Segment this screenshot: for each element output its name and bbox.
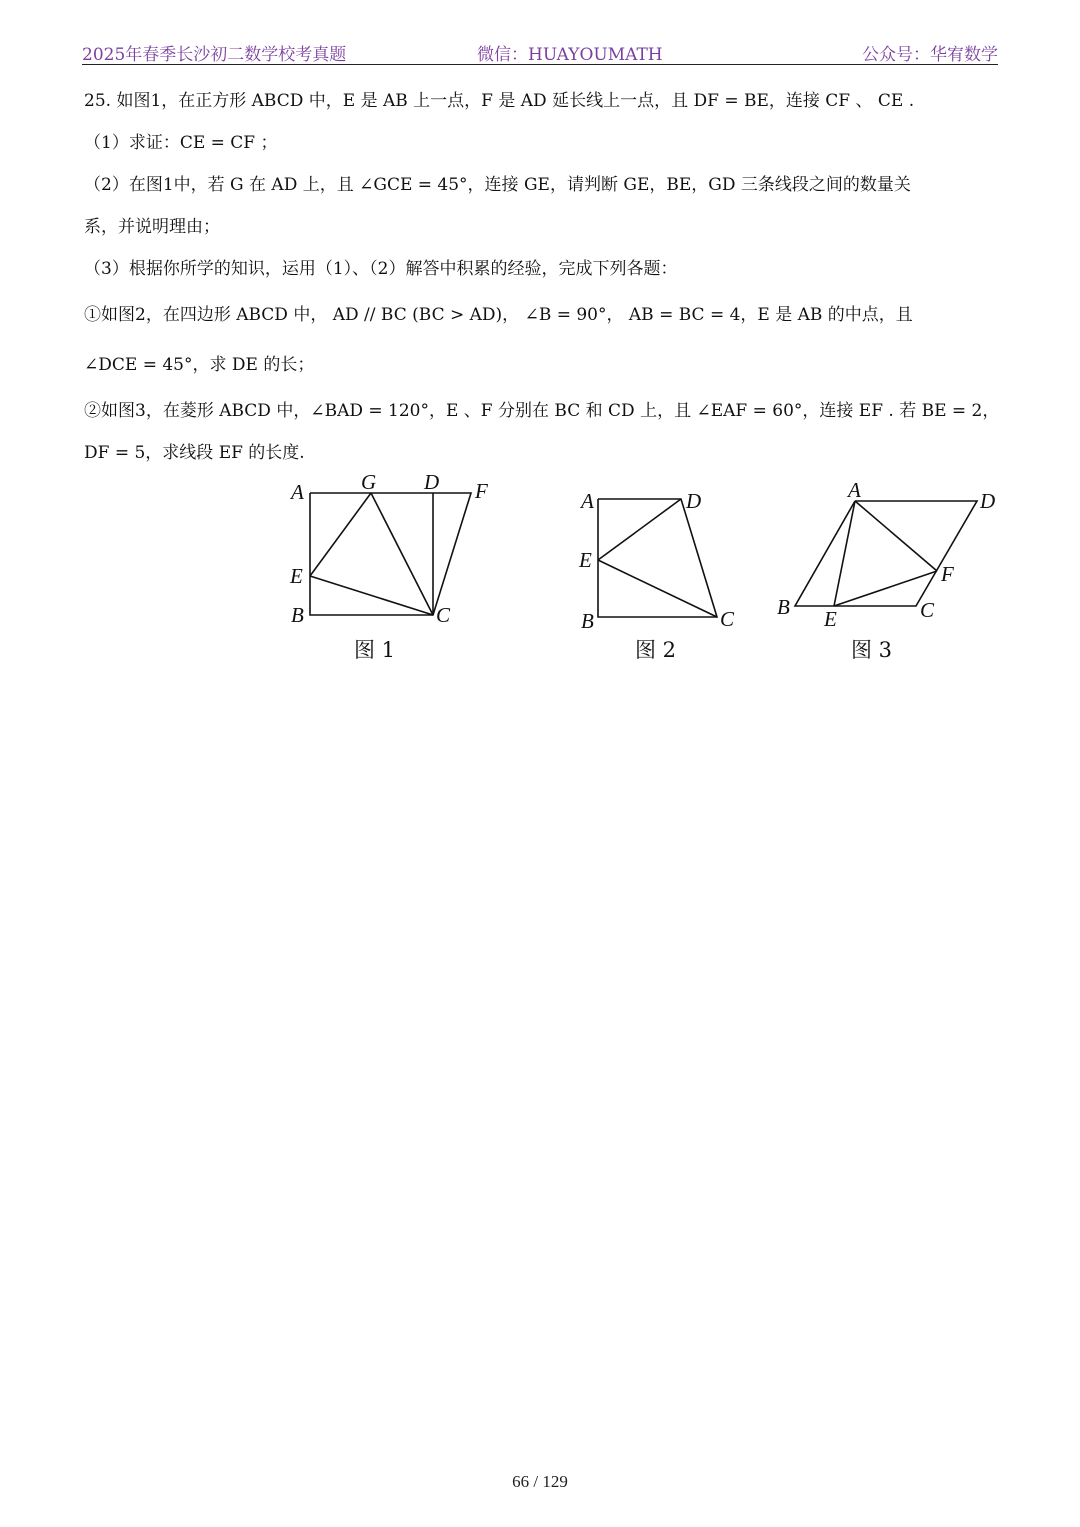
header-wechat: 微信：HUAYOUMATH — [477, 45, 663, 65]
figures — [0, 470, 1080, 670]
fig1-label-e: E — [290, 564, 303, 588]
fig1-label-g: G — [361, 470, 377, 494]
part-2-line-1: （2）在图1中，若 G 在 AD 上，且 ∠GCE = 45°，连接 GE，请判断 GE，BE，GD 三条线段之间的数量关 — [84, 175, 911, 195]
fig3-label-f: F — [941, 562, 954, 586]
fig3-caption: 图 3 — [851, 638, 893, 662]
figure-1-lines — [310, 493, 471, 615]
fig2-label-d: D — [686, 489, 702, 513]
fig1-label-c: C — [436, 603, 451, 627]
figure-2-lines — [598, 499, 717, 617]
header-account: 公众号：华宥数学 — [862, 45, 998, 65]
sub-question-1-line-1: ①如图2，在四边形 ABCD 中， AD // BC (BC > AD)， ∠B = 90°， AB = BC = 4，E 是 AB 的中点，且 — [84, 305, 913, 325]
fig3-label-b: B — [777, 595, 790, 619]
header-title: 2025年春季长沙初二数学校考真题 — [82, 45, 347, 65]
problem-text — [84, 80, 999, 474]
part-2-line-2: 系，并说明理由； — [84, 217, 220, 237]
part-3: （3）根据你所学的知识，运用（1）、（2）解答中积累的经验，完成下列各题： — [84, 259, 678, 279]
fig3-label-e: E — [824, 607, 837, 631]
fig3-label-c: C — [920, 598, 935, 622]
fig2-label-e: E — [579, 548, 592, 572]
fig3-label-a: A — [848, 478, 861, 502]
page-header — [82, 38, 998, 65]
sub-question-1-line-2: ∠DCE = 45°，求 DE 的长； — [84, 355, 315, 375]
sub-question-2-line-1: ②如图3，在菱形 ABCD 中，∠BAD = 120°，E 、F 分别在 BC 和 CD 上，且 ∠EAF = 60°，连接 EF . 若 BE = 2， — [84, 401, 1000, 421]
sub-question-2-line-2: DF = 5，求线段 EF 的长度. — [84, 443, 305, 463]
fig3-label-d: D — [980, 489, 996, 513]
fig2-label-a: A — [581, 489, 594, 513]
figures-svg — [0, 470, 1080, 670]
page-number: 66 / 129 — [512, 1472, 568, 1491]
fig2-label-c: C — [720, 607, 735, 631]
figure-3-lines — [795, 501, 977, 606]
fig1-caption: 图 1 — [354, 638, 396, 662]
fig1-label-d: D — [424, 470, 440, 494]
fig1-label-b: B — [291, 603, 304, 627]
fig2-caption: 图 2 — [635, 638, 677, 662]
fig1-label-f: F — [475, 479, 488, 503]
problem-intro: 25. 如图1，在正方形 ABCD 中，E 是 AB 上一点，F 是 AD 延长线上一点，且 DF = BE，连接 CF 、 CE . — [84, 91, 915, 111]
part-1: （1）求证：CE = CF ； — [84, 133, 278, 153]
fig1-label-a: A — [291, 480, 304, 504]
fig2-label-b: B — [581, 609, 594, 633]
